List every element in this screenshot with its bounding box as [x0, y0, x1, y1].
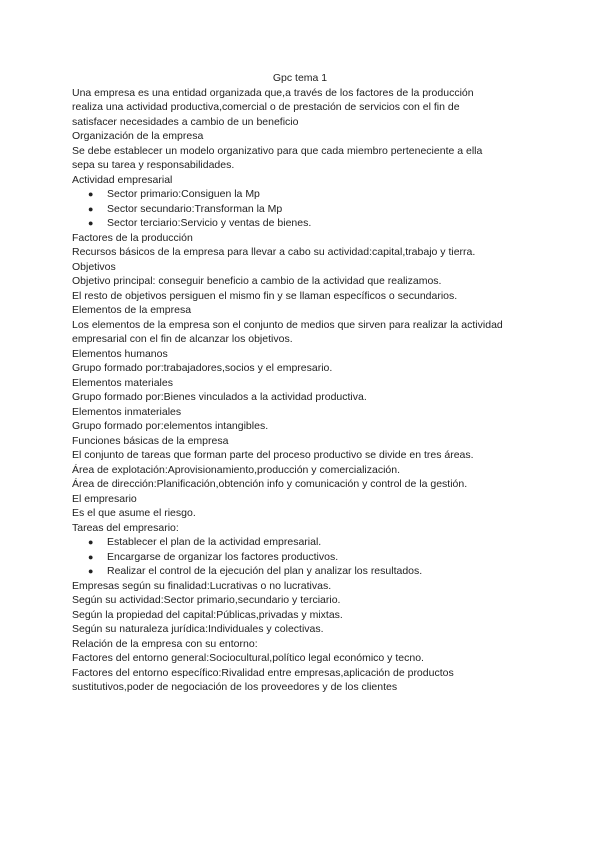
text-line: Elementos humanos	[72, 347, 168, 360]
text-line: Elementos de la empresa	[72, 304, 192, 316]
bullet-icon: ●	[88, 203, 94, 214]
list-item-text: Sector terciario:Servicio y ventas de bienes.	[107, 217, 312, 229]
list-item	[72, 202, 532, 217]
list-item	[72, 216, 532, 231]
intro-section	[72, 86, 532, 188]
text-line: Actividad empresarial	[72, 173, 173, 186]
text-line: El resto de objetivos persiguen el mismo fin y se llaman específicos o secundarios.	[72, 289, 458, 302]
text-line: Según la propiedad del capital:Públicas,privadas y mixtas.	[72, 608, 343, 621]
text-line: Elementos inmateriales	[72, 405, 182, 418]
tasks-list	[72, 535, 532, 579]
text-line: realiza una actividad productiva,comercial o de prestación de servicios con el fin de	[72, 101, 460, 113]
list-item-text: Encargarse de organizar los factores productivos.	[107, 550, 339, 563]
text-line: Área de explotación:Aprovisionamiento,producción y comercialización.	[72, 463, 401, 476]
text-line: sustitutivos,poder de negociación de los proveedores y de los clientes	[72, 681, 398, 693]
closing-section	[72, 579, 532, 695]
text-line: Los elementos de la empresa son el conjunto de medios que sirven para realizar la actividad	[72, 318, 503, 331]
text-line: Empresas según su finalidad:Lucrativas o no lucrativas.	[72, 579, 332, 592]
text-line: Grupo formado por:Bienes vinculados a la actividad productiva.	[72, 391, 367, 403]
text-line: Tareas del empresario:	[72, 521, 179, 534]
list-item-text: Sector primario:Consiguen la Mp	[107, 188, 260, 200]
text-line: Organización de la empresa	[72, 130, 204, 142]
list-item	[72, 550, 532, 565]
text-line: Área de dirección:Planificación,obtención info y comunicación y control de la gestión.	[72, 478, 468, 490]
list-item	[72, 564, 532, 579]
document-body	[72, 71, 532, 695]
list-item	[72, 187, 532, 202]
text-line: Una empresa es una entidad organizada que,a través de los factores de la producción	[72, 86, 474, 99]
text-line: Objetivo principal: conseguir beneficio a cambio de la actividad que realizamos.	[72, 275, 442, 287]
text-line: Factores del entorno específico:Rivalidad entre empresas,aplicación de productos	[72, 666, 454, 679]
text-line: empresarial con el fin de alcanzar los objetivos.	[72, 333, 293, 345]
text-line: Se debe establecer un modelo organizativo para que cada miembro perteneciente a ella	[72, 144, 483, 157]
text-line: Elementos materiales	[72, 376, 173, 389]
document-title: Gpc tema 1	[272, 72, 328, 84]
bullet-icon: ●	[88, 551, 94, 562]
text-line: El conjunto de tareas que forman parte del proceso productivo se divide en tres áreas.	[72, 449, 474, 461]
text-line: sepa su tarea y responsabilidades.	[72, 159, 235, 171]
bullet-icon: ●	[88, 218, 94, 228]
bullet-icon: ●	[88, 566, 94, 576]
text-line: Grupo formado por:elementos intangibles.	[72, 420, 269, 432]
list-item-text: Establecer el plan de la actividad empresarial.	[107, 536, 322, 548]
text-line: El empresario	[72, 492, 137, 505]
list-item-text: Sector secundario:Transforman la Mp	[107, 202, 283, 215]
bullet-icon: ●	[88, 189, 94, 199]
text-line: satisfacer necesidades a cambio de un beneficio	[72, 115, 299, 128]
text-line: Es el que asume el riesgo.	[72, 507, 196, 519]
text-line: Factores de la producción	[72, 231, 193, 244]
text-line: Relación de la empresa con su entorno:	[72, 637, 258, 650]
bullet-icon: ●	[88, 537, 94, 547]
text-line: Objetivos	[72, 260, 116, 273]
text-line: Según su naturaleza jurídica:Individuales y colectivas.	[72, 623, 324, 635]
text-line: Recursos básicos de la empresa para llevar a cabo su actividad:capital,trabajo y tierra.	[72, 246, 476, 258]
text-line: Según su actividad:Sector primario,secundario y terciario.	[72, 594, 341, 606]
text-line: Grupo formado por:trabajadores,socios y el empresario.	[72, 362, 333, 374]
list-item	[72, 535, 532, 550]
list-item-text: Realizar el control de la ejecución del plan y analizar los resultados.	[107, 565, 423, 577]
sector-list	[72, 187, 532, 231]
main-section	[72, 231, 532, 536]
text-line: Funciones básicas de la empresa	[72, 434, 229, 447]
text-line: Factores del entorno general:Sociocultural,político legal económico y tecno.	[72, 652, 424, 664]
